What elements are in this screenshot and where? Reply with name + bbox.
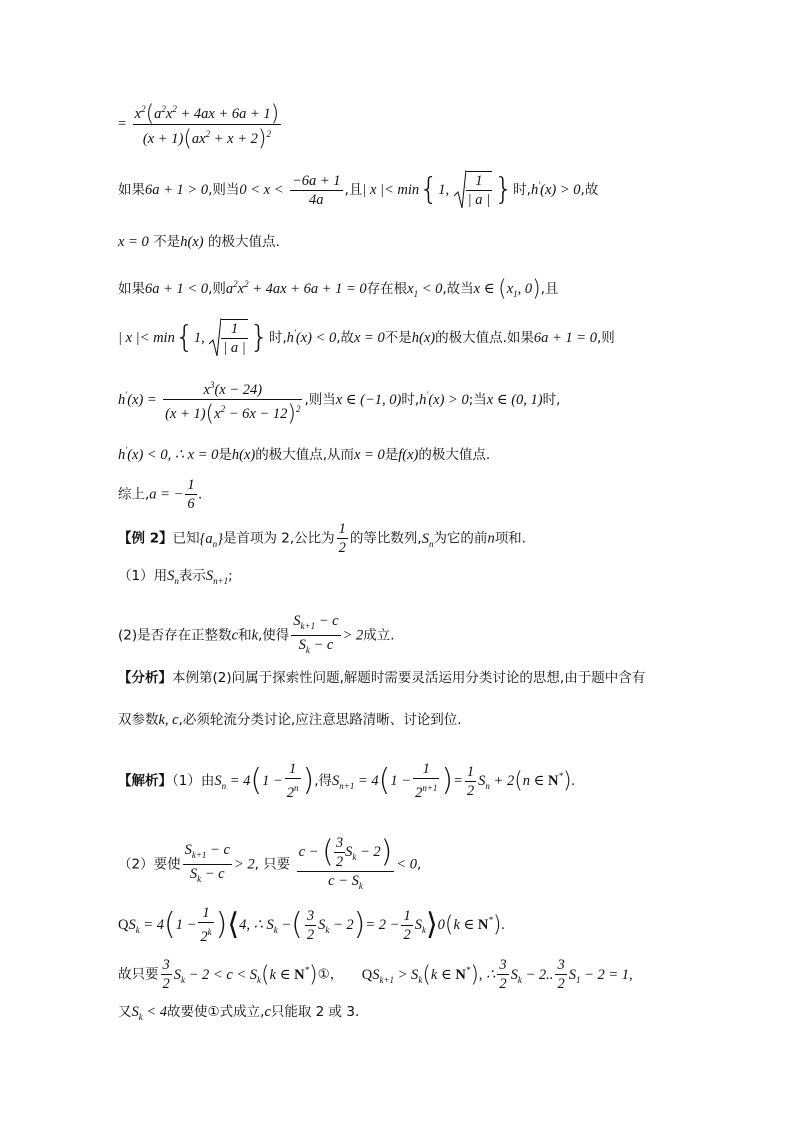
example-2-line: 【例 2】已知$\{a_n\}$是首项为 2,公比为 $\frac{1}{2}$ 的等比数列$,S_n$为它的前n项和. [118, 521, 526, 556]
solution-line-4: 故只要 $\frac{3}{2}$ $S_k - 2 < c < S_k(k$ ∈ N*)①， $QS_{k+1} > S_k(k$ ∈ N*), ∴ $\frac{3}{2}$ $S_k - 2$.. $\frac{3}{2}$ $S_1 - 2 = 1$, [118, 957, 633, 992]
text-line-2: 如果6a + 1 > 0,则当0 < x < $\frac{-6a + 1}{4a}$ ,且| x |< min{1, $\frac{1}{| a |}$ }时,h'(x) > 0,故 [118, 172, 599, 208]
solution-line-1: 【解析】（1）由$S_n = 4(1$ − $\frac{1}{2^n}$ ),得$S_{n+1} = 4(1$ − $\frac{1}{2^{n+1}}$ )= $\frac{1}{2}$ $S_n + 2(n$ ∈ N*). [118, 761, 576, 801]
text-line-3: x = 0 不是h(x) 的极大值点. [118, 234, 280, 250]
question-2: (2)是否存在正整数c和k,使得 $\frac{S_{k+1} - c}{S_k - c}$ > 2成立. [118, 613, 395, 655]
equation-line-1: = $\frac{x^2(a^2x^2 + 4ax + 6a + 1)}{(x + 1)(ax^2 + x + 2)^2}$ [118, 101, 280, 152]
analysis-line-1: 【分析】本例第(2)问属于探索性问题,解题时需要灵活运用分类讨论的思想,由于题中含有 [118, 670, 646, 686]
fraction: $\frac{x^2(a^2x^2 + 4ax + 6a + 1)}{(x + 1)(ax^2 + x + 2)^2}$ [134, 101, 280, 152]
analysis-line-2: 双参数k, c,必须轮流分类讨论,应注意思路清晰、讨论到位. [118, 712, 462, 728]
solution-line-3: $QS_k = 4(1$ − $\frac{1}{2^k}$ )⟨4, ∴ $S_k$ −( $\frac{3}{2}$ $S_k - 2)= 2$ − $\frac{1}{2}$ $S_k⟩0(k$ ∈ N*). [118, 905, 506, 945]
solution-line-2: （2）要使 $\frac{S_{k+1} - c}{S_k - c}$ > 2, 只要 c − ( $\frac{3}{2}$ $S_k - 2$) $c - S_k$ < 0, [118, 834, 422, 891]
sqrt-symbol [454, 170, 466, 210]
text-line-5: | x |< min{1, $\frac{1}{| a |}$ }时,h'(x) < 0,故x = 0不是h(x)的极大值点.如果6a + 1 = 0,则 [118, 320, 615, 356]
text-line-8: 综上,a = − $\frac{1}{6}$ . [118, 477, 203, 512]
text-line-4: 如果6a + 1 < 0,则$a^2x^2 + 4ax + 6a + 1 = 0$存在根$x_1 < 0$,故当x ∈ ($x_1$, 0),且 [118, 276, 559, 302]
text-line-7: h'(x) < 0, ∴ x = 0是h(x)的极大值点,从而x = 0是f(x)的极大值点. [118, 445, 491, 463]
solution-line-5: 又$S_k < 4$故要使①式成立,c只能取 2 或 3. [118, 1004, 360, 1022]
question-1: （1）用$S_n$表示$S_{n+1}$; [118, 568, 233, 586]
text-line-6: h'(x) = $\frac{x^3(x - 24)}{(x + 1)(x^2 - 6x - 12)^2}$ ,则当x ∈ (−1, 0)时,h'(x) > 0;当x ∈ (0, 1)时, [118, 376, 560, 424]
